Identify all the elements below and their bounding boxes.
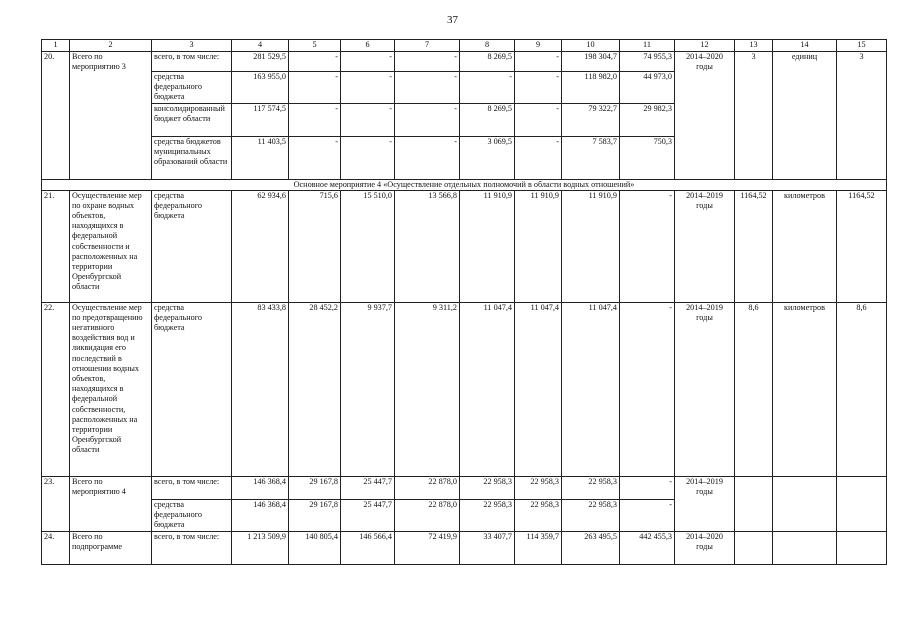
header-row xyxy=(42,40,887,52)
value-cell: 15 510,0 xyxy=(341,190,395,302)
table-row xyxy=(42,52,887,72)
period-cell: 2014–2019 годы xyxy=(675,190,735,302)
value-cell: 13 566,8 xyxy=(395,190,460,302)
value-cell: - xyxy=(620,190,675,302)
indicator-value: 1164,52 xyxy=(735,190,773,302)
value-cell: 44 973,0 xyxy=(620,72,675,104)
value-cell: - xyxy=(620,476,675,499)
empty-cell xyxy=(735,531,773,564)
row-title: Всего по подпрограмме xyxy=(70,531,152,564)
funding-source: всего, в том числе: xyxy=(152,531,232,564)
value-cell: 146 368,4 xyxy=(232,476,289,499)
value-cell: - xyxy=(289,136,341,179)
value-cell: 114 359,7 xyxy=(515,531,562,564)
value-cell: - xyxy=(341,72,395,104)
value-cell: - xyxy=(395,52,460,72)
header-cell: 13 xyxy=(735,40,773,52)
value-cell: 25 447,7 xyxy=(341,499,395,531)
value-cell: 11 047,4 xyxy=(515,302,562,476)
value-cell: - xyxy=(289,72,341,104)
value-cell: 25 447,7 xyxy=(341,476,395,499)
header-cell: 9 xyxy=(515,40,562,52)
unit-cell: километров xyxy=(773,190,837,302)
header-cell: 10 xyxy=(562,40,620,52)
value-cell: 83 433,8 xyxy=(232,302,289,476)
page-number: 37 xyxy=(447,14,458,26)
table-row xyxy=(42,531,887,564)
empty-cell xyxy=(837,531,887,564)
value-cell: - xyxy=(620,499,675,531)
funding-source: консолидированный бюджет области xyxy=(152,103,232,136)
value-cell: 9 311,2 xyxy=(395,302,460,476)
value-cell: 22 958,3 xyxy=(515,476,562,499)
value-cell: - xyxy=(395,136,460,179)
indicator-value: 8,6 xyxy=(837,302,887,476)
table-row xyxy=(42,476,887,499)
value-cell: 11 047,4 xyxy=(460,302,515,476)
header-cell: 8 xyxy=(460,40,515,52)
value-cell: 11 910,9 xyxy=(562,190,620,302)
period-cell: 2014–2020 годы xyxy=(675,52,735,180)
funding-source: средства федерального бюджета xyxy=(152,190,232,302)
period-cell: 2014–2019 годы xyxy=(675,302,735,476)
funding-source: средства федерального бюджета xyxy=(152,302,232,476)
value-cell: 9 937,7 xyxy=(341,302,395,476)
value-cell: 7 583,7 xyxy=(562,136,620,179)
value-cell: - xyxy=(395,72,460,104)
value-cell: 750,3 xyxy=(620,136,675,179)
header-cell: 4 xyxy=(232,40,289,52)
header-cell: 12 xyxy=(675,40,735,52)
value-cell: - xyxy=(289,52,341,72)
row-number: 23. xyxy=(42,476,70,531)
value-cell: 74 955,3 xyxy=(620,52,675,72)
indicator-value: 1164,52 xyxy=(837,190,887,302)
budget-table xyxy=(41,39,887,565)
value-cell: 29 167,8 xyxy=(289,499,341,531)
empty-cell xyxy=(773,476,837,531)
value-cell: 198 304,7 xyxy=(562,52,620,72)
period-cell: 2014–2019 годы xyxy=(675,476,735,531)
value-cell: 715,6 xyxy=(289,190,341,302)
row-number: 24. xyxy=(42,531,70,564)
funding-source: средства федерального бюджета xyxy=(152,499,232,531)
value-cell: 22 958,3 xyxy=(562,476,620,499)
value-cell: 11 403,5 xyxy=(232,136,289,179)
row-title: Всего по мероприятию 3 xyxy=(70,52,152,180)
row-title: Всего по мероприятию 4 xyxy=(70,476,152,531)
table-row xyxy=(42,190,887,302)
row-number: 22. xyxy=(42,302,70,476)
value-cell: - xyxy=(395,103,460,136)
unit-cell: километров xyxy=(773,302,837,476)
value-cell: 29 167,8 xyxy=(289,476,341,499)
value-cell: 117 574,5 xyxy=(232,103,289,136)
value-cell: 79 322,7 xyxy=(562,103,620,136)
funding-source: всего, в том числе: xyxy=(152,52,232,72)
value-cell: 11 910,9 xyxy=(460,190,515,302)
header-cell: 15 xyxy=(837,40,887,52)
header-cell: 14 xyxy=(773,40,837,52)
value-cell: 140 805,4 xyxy=(289,531,341,564)
indicator-value: 3 xyxy=(735,52,773,180)
row-number: 20. xyxy=(42,52,70,180)
value-cell: 3 069,5 xyxy=(460,136,515,179)
row-title: Осуществление мер по предотвращению негативного воздействия вод и ликвидация его последствий в отношении водных объектов, находящихся в федеральной собственности, расположенных на территории Оренбургской области xyxy=(70,302,152,476)
header-cell: 1 xyxy=(42,40,70,52)
row-number: 21. xyxy=(42,190,70,302)
value-cell: 8 269,5 xyxy=(460,103,515,136)
value-cell: 33 407,7 xyxy=(460,531,515,564)
indicator-value: 8,6 xyxy=(735,302,773,476)
value-cell: 146 566,4 xyxy=(341,531,395,564)
header-cell: 7 xyxy=(395,40,460,52)
empty-cell xyxy=(837,476,887,531)
header-cell: 5 xyxy=(289,40,341,52)
funding-source: средства федерального бюджета xyxy=(152,72,232,104)
value-cell: 146 368,4 xyxy=(232,499,289,531)
funding-source: средства бюджетов муниципальных образований области xyxy=(152,136,232,179)
section-title: Основное мероприятие 4 «Осуществление отдельных полномочий в области водных отношений» xyxy=(42,179,887,190)
value-cell: 11 047,4 xyxy=(562,302,620,476)
value-cell: - xyxy=(620,302,675,476)
value-cell: - xyxy=(515,136,562,179)
value-cell: 1 213 509,9 xyxy=(232,531,289,564)
header-cell: 3 xyxy=(152,40,232,52)
value-cell: - xyxy=(515,72,562,104)
value-cell: 29 982,3 xyxy=(620,103,675,136)
value-cell: - xyxy=(515,52,562,72)
header-cell: 11 xyxy=(620,40,675,52)
value-cell: 22 878,0 xyxy=(395,499,460,531)
header-cell: 2 xyxy=(70,40,152,52)
value-cell: 163 955,0 xyxy=(232,72,289,104)
value-cell: 22 958,3 xyxy=(562,499,620,531)
value-cell: 22 958,3 xyxy=(515,499,562,531)
header-cell: 6 xyxy=(341,40,395,52)
value-cell: 281 529,5 xyxy=(232,52,289,72)
empty-cell xyxy=(773,531,837,564)
section-row xyxy=(42,179,887,190)
funding-source: всего, в том числе: xyxy=(152,476,232,499)
value-cell: - xyxy=(341,136,395,179)
value-cell: - xyxy=(460,72,515,104)
value-cell: 62 934,6 xyxy=(232,190,289,302)
value-cell: 22 958,3 xyxy=(460,499,515,531)
value-cell: 11 910,9 xyxy=(515,190,562,302)
value-cell: 8 269,5 xyxy=(460,52,515,72)
row-title: Осуществление мер по охране водных объектов, находящихся в федеральной собственности и расположенных на территории Оренбургской области xyxy=(70,190,152,302)
empty-cell xyxy=(735,476,773,531)
value-cell: 22 878,0 xyxy=(395,476,460,499)
table-row xyxy=(42,302,887,476)
value-cell: 28 452,2 xyxy=(289,302,341,476)
value-cell: 263 495,5 xyxy=(562,531,620,564)
indicator-value: 3 xyxy=(837,52,887,180)
value-cell: - xyxy=(515,103,562,136)
unit-cell: единиц xyxy=(773,52,837,180)
value-cell: 72 419,9 xyxy=(395,531,460,564)
value-cell: 442 455,3 xyxy=(620,531,675,564)
value-cell: - xyxy=(289,103,341,136)
value-cell: 22 958,3 xyxy=(460,476,515,499)
value-cell: - xyxy=(341,103,395,136)
value-cell: 118 982,0 xyxy=(562,72,620,104)
value-cell: - xyxy=(341,52,395,72)
period-cell: 2014–2020 годы xyxy=(675,531,735,564)
